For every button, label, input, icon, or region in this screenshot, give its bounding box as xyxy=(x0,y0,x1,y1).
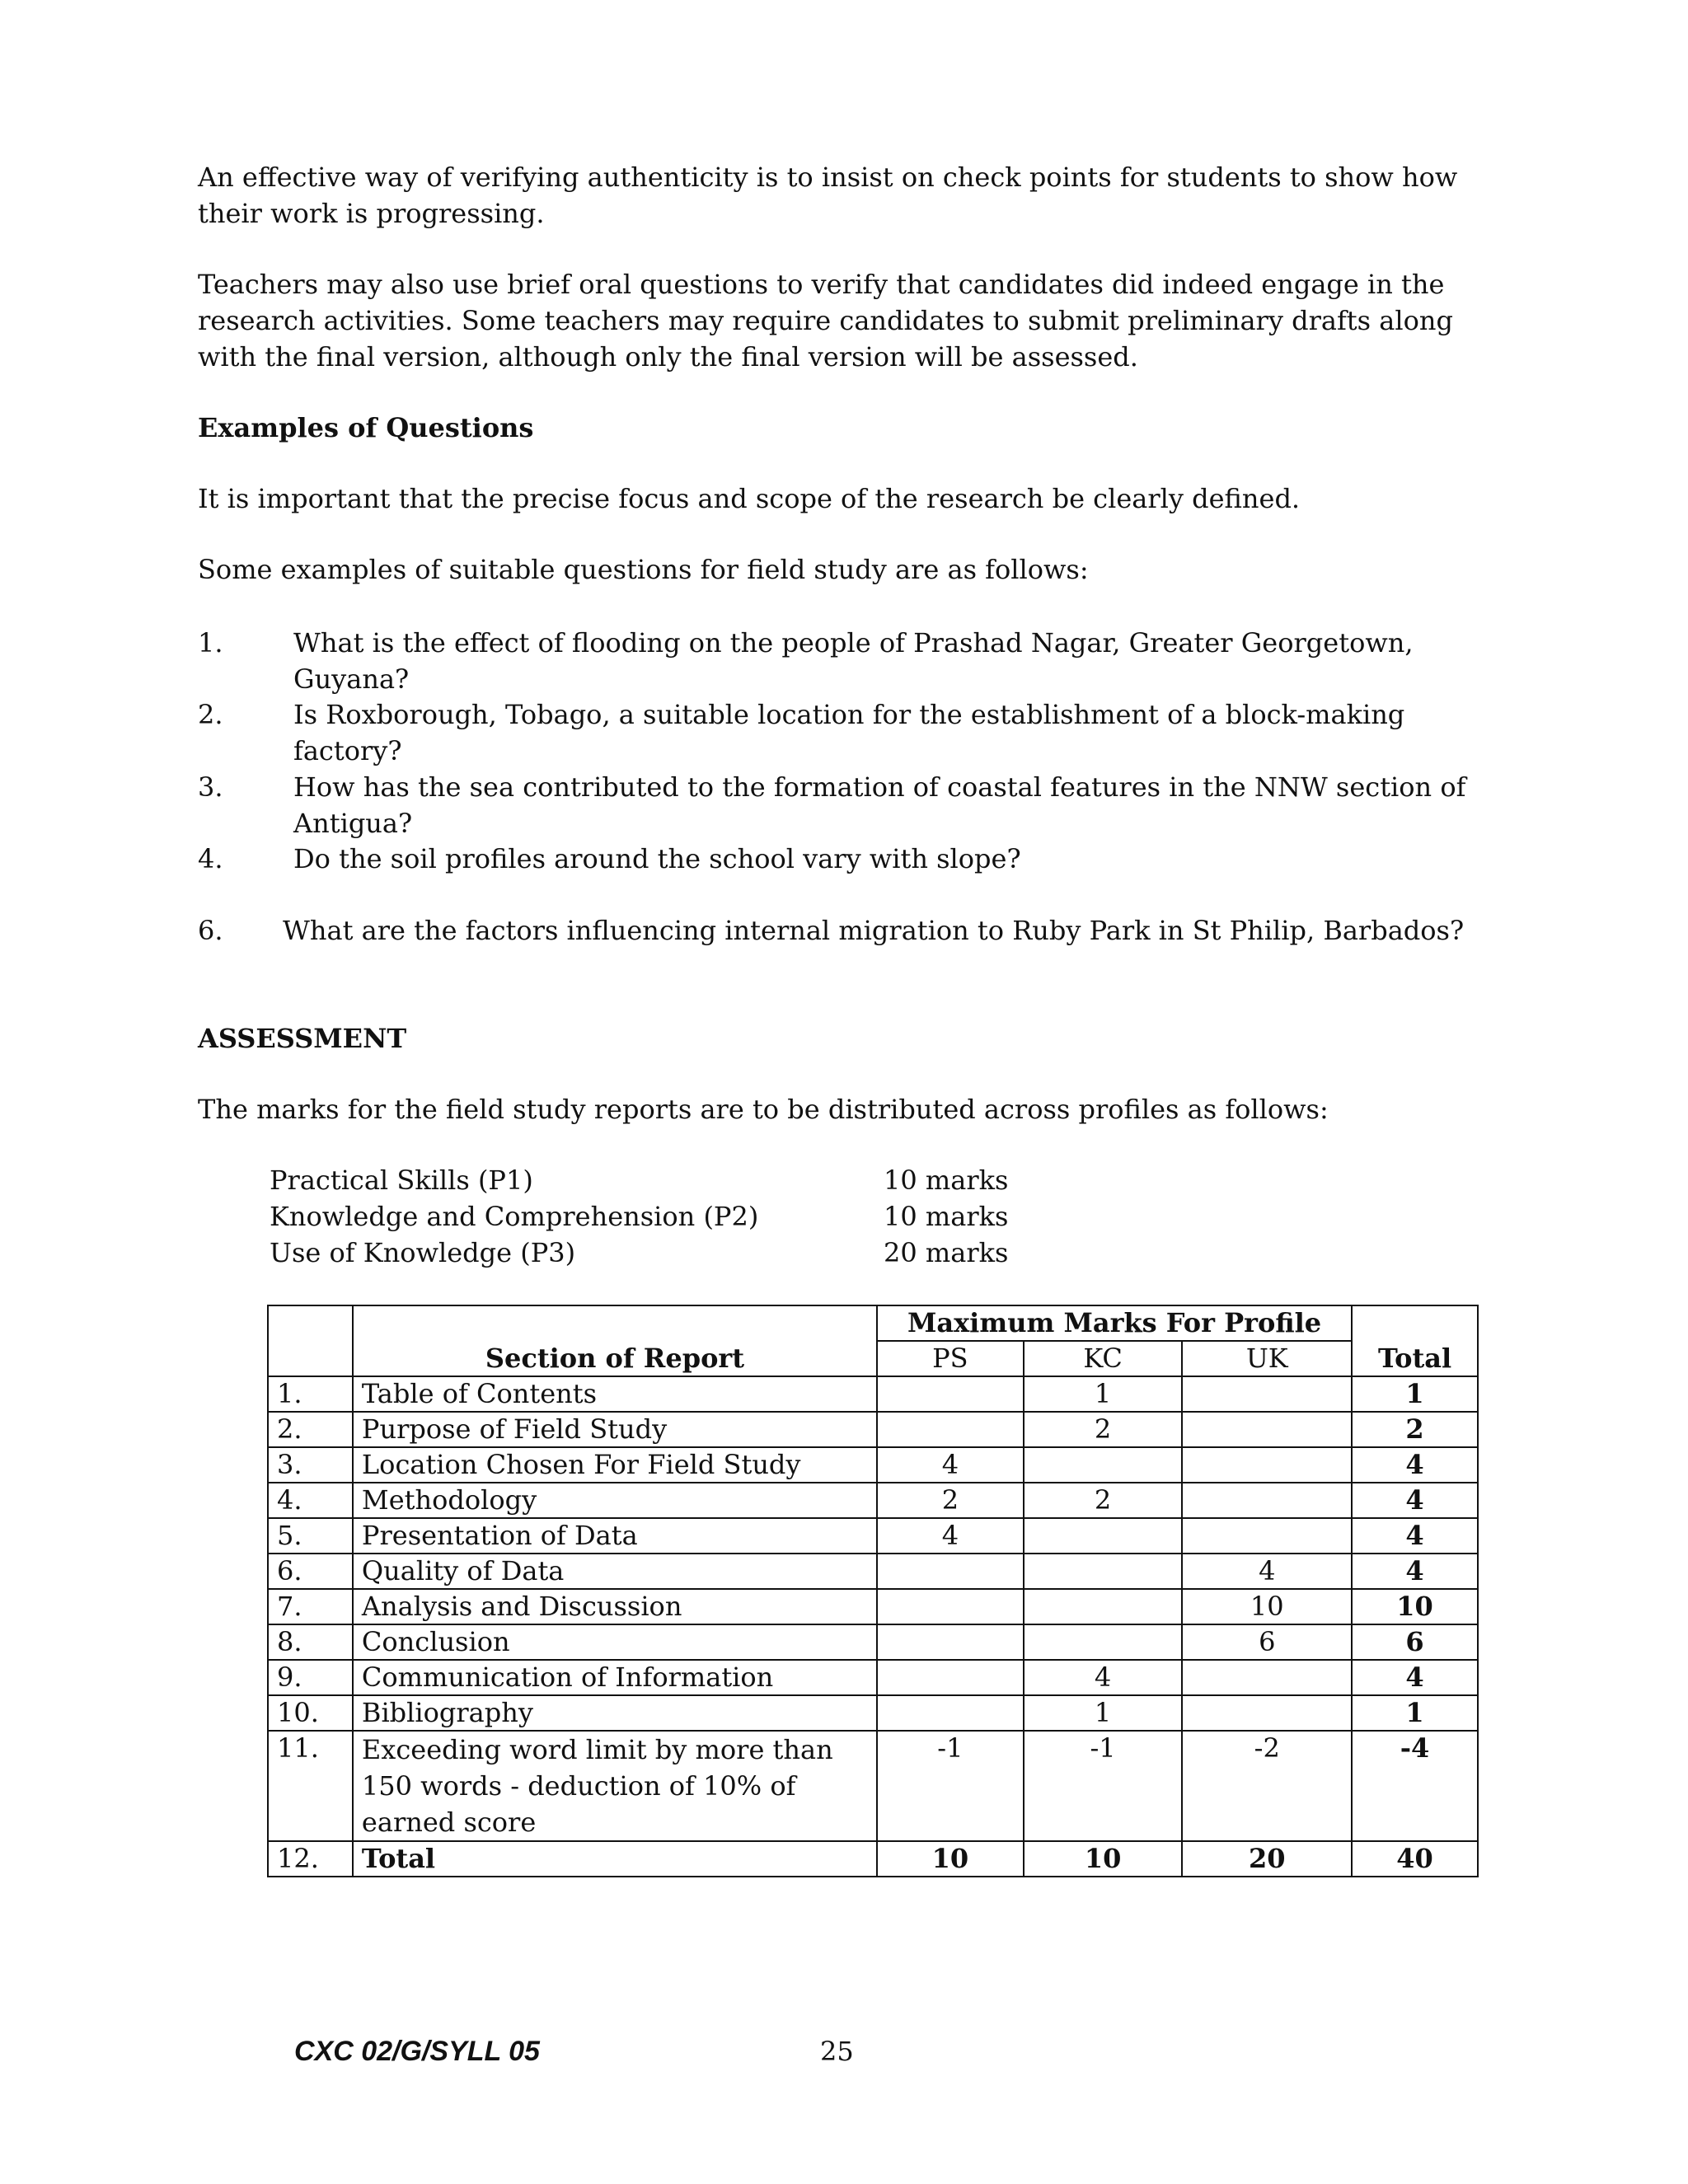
question-number: 3. xyxy=(198,771,223,803)
marks-table xyxy=(267,1305,1479,1877)
row-kc: 1 xyxy=(1024,1695,1183,1731)
row-uk: 6 xyxy=(1182,1624,1352,1660)
row-kc: 2 xyxy=(1024,1483,1183,1518)
header-kc: KC xyxy=(1024,1341,1183,1376)
row-uk xyxy=(1182,1483,1352,1518)
row-section: Presentation of Data xyxy=(353,1518,877,1554)
row-ps xyxy=(877,1660,1024,1695)
row-ps: 4 xyxy=(877,1518,1024,1554)
row-number: 8. xyxy=(268,1624,353,1660)
row-section: Bibliography xyxy=(353,1695,877,1731)
row-number: 12. xyxy=(268,1841,353,1877)
profile-value: 10 marks xyxy=(884,1201,1009,1232)
row-total: 10 xyxy=(1352,1589,1478,1624)
paragraph-oral-questions: Teachers may also use brief oral questions to verify that candidates did indeed engage in the research activities. Some teachers may require candidates to submit preliminary drafts along with the final version, although only the final version will be assessed. xyxy=(198,269,1453,373)
row-total: 2 xyxy=(1352,1412,1478,1447)
header-blank xyxy=(268,1305,353,1376)
row-total: 4 xyxy=(1352,1447,1478,1483)
question-number: 2. xyxy=(198,699,223,730)
question-text: How has the sea contributed to the formation of coastal features in the NNW section of Antigua? xyxy=(293,771,1466,839)
table-row xyxy=(268,1412,1478,1447)
row-ps xyxy=(877,1589,1024,1624)
row-number: 5. xyxy=(268,1518,353,1554)
profile-value: 10 marks xyxy=(884,1165,1009,1196)
row-kc xyxy=(1024,1518,1183,1554)
row-total: 4 xyxy=(1352,1518,1478,1554)
row-number: 7. xyxy=(268,1589,353,1624)
row-total: 6 xyxy=(1352,1624,1478,1660)
row-total: 4 xyxy=(1352,1483,1478,1518)
table-row xyxy=(268,1518,1478,1554)
row-ps: 2 xyxy=(877,1483,1024,1518)
row-section: Location Chosen For Field Study xyxy=(353,1447,877,1483)
heading-examples: Examples of Questions xyxy=(198,412,534,443)
paragraph-authenticity: An effective way of verifying authenticity is to insist on check points for students to show how their work is progressing. xyxy=(198,162,1458,229)
row-total: 4 xyxy=(1352,1660,1478,1695)
table-row xyxy=(268,1376,1478,1412)
row-kc xyxy=(1024,1447,1183,1483)
paragraph-examples-intro: Some examples of suitable questions for field study are as follows: xyxy=(198,554,1089,585)
row-kc: -1 xyxy=(1024,1731,1183,1841)
row-uk: -2 xyxy=(1182,1731,1352,1841)
header-max-marks: Maximum Marks For Profile xyxy=(877,1305,1352,1341)
row-uk xyxy=(1182,1695,1352,1731)
profile-label: Knowledge and Comprehension (P2) xyxy=(270,1201,759,1232)
row-section: Purpose of Field Study xyxy=(353,1412,877,1447)
row-number: 11. xyxy=(268,1731,353,1841)
row-kc: 2 xyxy=(1024,1412,1183,1447)
table-row xyxy=(268,1695,1478,1731)
table-row xyxy=(268,1660,1478,1695)
profile-label: Practical Skills (P1) xyxy=(270,1165,533,1196)
table-row xyxy=(268,1554,1478,1589)
row-number: 10. xyxy=(268,1695,353,1731)
row-ps: -1 xyxy=(877,1731,1024,1841)
row-ps xyxy=(877,1376,1024,1412)
row-kc: 4 xyxy=(1024,1660,1183,1695)
row-kc: 10 xyxy=(1024,1841,1183,1877)
row-section: Methodology xyxy=(353,1483,877,1518)
row-section: Total xyxy=(353,1841,877,1877)
question-number: 4. xyxy=(198,843,223,874)
profile-label: Use of Knowledge (P3) xyxy=(270,1237,576,1268)
row-uk: 10 xyxy=(1182,1589,1352,1624)
row-number: 1. xyxy=(268,1376,353,1412)
header-uk: UK xyxy=(1182,1341,1352,1376)
row-total: 1 xyxy=(1352,1376,1478,1412)
header-total: Total xyxy=(1352,1305,1478,1376)
table-row xyxy=(268,1483,1478,1518)
question-number: 1. xyxy=(198,627,223,658)
row-total: 40 xyxy=(1352,1841,1478,1877)
question-text: Do the soil profiles around the school vary with slope? xyxy=(293,843,1021,874)
row-uk xyxy=(1182,1376,1352,1412)
row-uk xyxy=(1182,1518,1352,1554)
row-total: -4 xyxy=(1352,1731,1478,1841)
row-kc xyxy=(1024,1554,1183,1589)
row-number: 2. xyxy=(268,1412,353,1447)
row-total: 1 xyxy=(1352,1695,1478,1731)
row-kc: 1 xyxy=(1024,1376,1183,1412)
row-ps xyxy=(877,1624,1024,1660)
table-row xyxy=(268,1589,1478,1624)
row-uk xyxy=(1182,1412,1352,1447)
row-section: Table of Contents xyxy=(353,1376,877,1412)
row-number: 6. xyxy=(268,1554,353,1589)
paragraph-assessment-intro: The marks for the field study reports are to be distributed across profiles as follows: xyxy=(198,1094,1329,1125)
row-uk xyxy=(1182,1660,1352,1695)
table-row xyxy=(268,1841,1478,1877)
row-section: Conclusion xyxy=(353,1624,877,1660)
profile-value: 20 marks xyxy=(884,1237,1009,1268)
table-row xyxy=(268,1447,1478,1483)
row-uk xyxy=(1182,1447,1352,1483)
row-ps: 4 xyxy=(877,1447,1024,1483)
table-row xyxy=(268,1731,1478,1841)
header-ps: PS xyxy=(877,1341,1024,1376)
row-ps: 10 xyxy=(877,1841,1024,1877)
header-section: Section of Report xyxy=(353,1305,877,1376)
row-ps xyxy=(877,1412,1024,1447)
footer-syllabus-code: CXC 02/G/SYLL 05 xyxy=(294,2036,540,2067)
question-text: Is Roxborough, Tobago, a suitable location for the establishment of a block-making factory? xyxy=(293,699,1405,766)
row-section: Quality of Data xyxy=(353,1554,877,1589)
question-number: 6. xyxy=(198,915,223,946)
paragraph-focus: It is important that the precise focus and scope of the research be clearly defined. xyxy=(198,483,1301,514)
row-kc xyxy=(1024,1589,1183,1624)
row-section: Communication of Information xyxy=(353,1660,877,1695)
row-uk: 20 xyxy=(1182,1841,1352,1877)
row-section: Analysis and Discussion xyxy=(353,1589,877,1624)
row-number: 4. xyxy=(268,1483,353,1518)
row-total: 4 xyxy=(1352,1554,1478,1589)
row-number: 3. xyxy=(268,1447,353,1483)
table-row xyxy=(268,1624,1478,1660)
question-text: What is the effect of flooding on the people of Prashad Nagar, Greater Georgetown, Guyana? xyxy=(293,627,1414,695)
question-text: What are the factors influencing internal migration to Ruby Park in St Philip, Barbados? xyxy=(283,915,1465,946)
row-uk: 4 xyxy=(1182,1554,1352,1589)
row-section: Exceeding word limit by more than 150 words - deduction of 10% of earned score xyxy=(353,1731,877,1841)
row-number: 9. xyxy=(268,1660,353,1695)
row-ps xyxy=(877,1554,1024,1589)
row-ps xyxy=(877,1695,1024,1731)
table-header-row xyxy=(268,1305,1478,1341)
heading-assessment: ASSESSMENT xyxy=(198,1023,407,1054)
row-kc xyxy=(1024,1624,1183,1660)
footer-page-number: 25 xyxy=(820,2036,854,2067)
